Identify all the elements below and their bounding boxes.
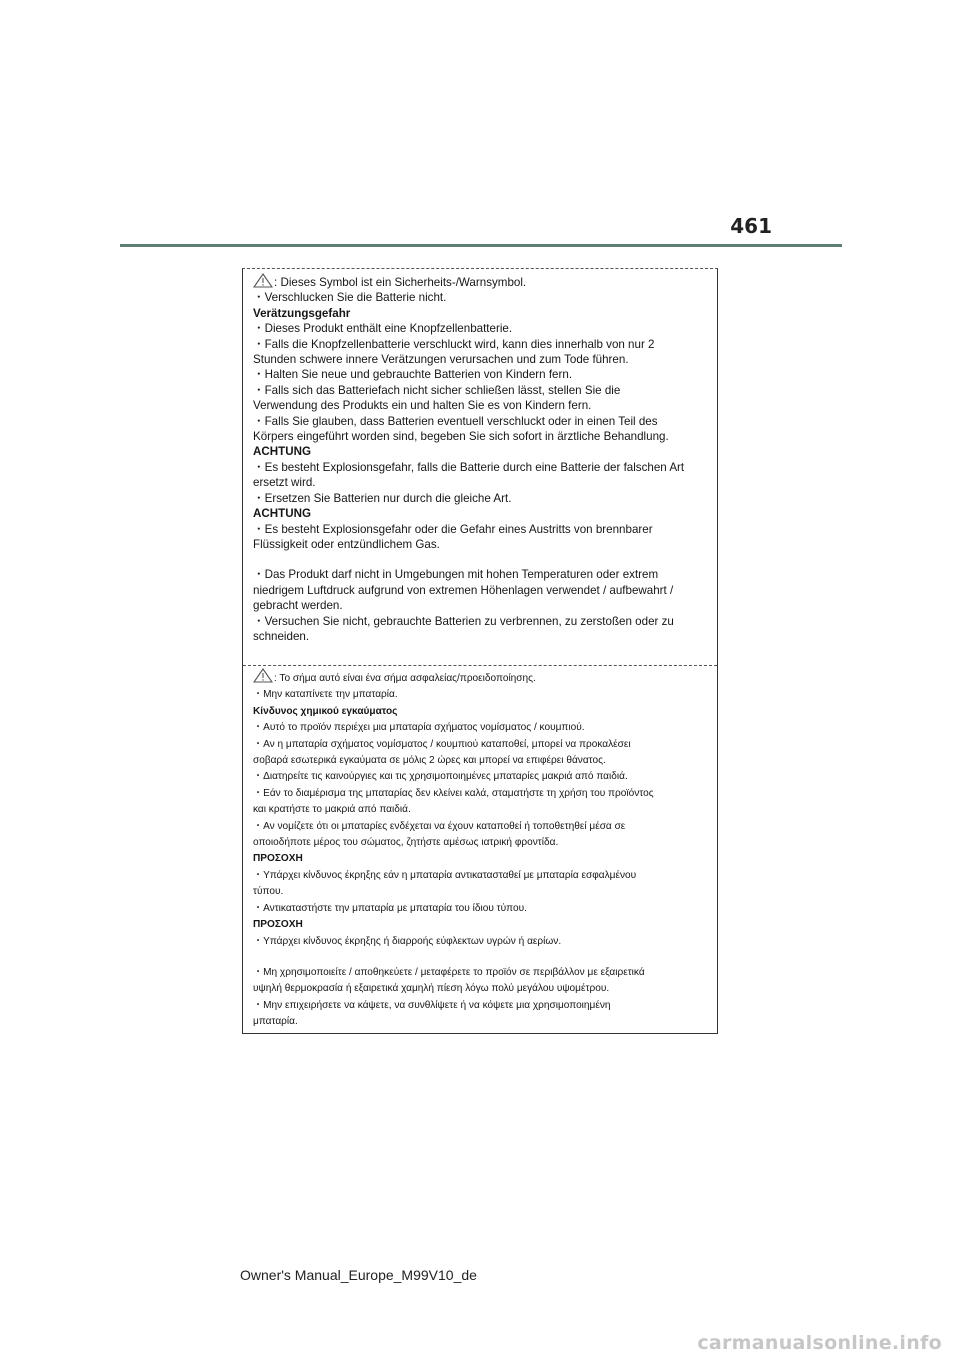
header-rule bbox=[120, 244, 842, 247]
greek-line: ・Αυτό το προϊόν περιέχει μια μπαταρία σχήματος νομίσματος / κουμπιού. bbox=[253, 722, 585, 734]
german-line: ・Dieses Produkt enthält eine Knopfzellenbatterie. bbox=[253, 322, 513, 336]
greek-line: σοβαρά εσωτερικά εγκαύματα σε μόλις 2 ώρες και μπορεί να επιφέρει θάνατος. bbox=[253, 755, 606, 767]
greek-symbol-note bbox=[253, 668, 711, 687]
german-line: ・Das Produkt darf nicht in Umgebungen mit hohen Temperaturen oder extrem bbox=[253, 568, 659, 582]
german-line: Flüssigkeit oder entzündlichem Gas. bbox=[253, 537, 440, 551]
german-line: ACHTUNG bbox=[253, 445, 311, 459]
german-line: ersetzt wird. bbox=[253, 476, 316, 490]
greek-line bbox=[253, 950, 711, 965]
greek-line: και κρατήστε το μακριά από παιδιά. bbox=[253, 804, 411, 816]
german-lines bbox=[253, 290, 711, 644]
german-line: Körpers eingeführt worden sind, begeben Sie sich sofort in ärztliche Behandlung. bbox=[253, 430, 669, 444]
greek-line: οποιοδήποτε μέρος του σώματος, ζητήστε αμέσως ιατρική φροντίδα. bbox=[253, 837, 559, 849]
greek-line: ΠΡΟΣΟΧΗ bbox=[253, 919, 303, 931]
warning-triangle-icon bbox=[253, 668, 273, 683]
german-line: ・Falls sich das Batteriefach nicht sicher schließen lässt, stellen Sie die bbox=[253, 383, 621, 397]
german-line: Verwendung des Produkts ein und halten Sie es von Kindern fern. bbox=[253, 399, 592, 413]
german-line: ACHTUNG bbox=[253, 507, 311, 521]
warning-triangle-icon bbox=[253, 273, 273, 288]
greek-line: υψηλή θερμοκρασία ή εξαιρετικά χαμηλή πίεση λόγω πολύ μεγάλου υψομέτρου. bbox=[253, 983, 610, 995]
battery-warning-label-scan bbox=[242, 268, 718, 1034]
german-line: niedrigem Luftdruck aufgrund von extremen Höhenlagen verwendet / aufbewahrt / bbox=[253, 583, 674, 597]
german-line: gebracht werden. bbox=[253, 599, 343, 613]
german-line: Verätzungsgefahr bbox=[253, 306, 351, 320]
german-line: ・Falls die Knopfzellenbatterie verschluckt wird, kann dies innerhalb von nur 2 bbox=[253, 337, 655, 351]
german-line bbox=[253, 552, 711, 567]
greek-symbol-text: : Το σήμα αυτό είναι ένα σήμα ασφαλείας/προειδοποίησης. bbox=[274, 673, 536, 684]
german-warning-section bbox=[253, 273, 711, 644]
german-line: ・Versuchen Sie nicht, gebrauchte Batterien zu verbrennen, zu zerstoßen oder zu bbox=[253, 614, 674, 628]
greek-line: ・Αν νομίζετε ότι οι μπαταρίες ενδέχεται να έχουν καταποθεί ή τοποθετηθεί μέσα σε bbox=[253, 820, 626, 832]
greek-line: ・Αν η μπαταρία σχήματος νομίσματος / κουμπιού καταποθεί, μπορεί να προκαλέσει bbox=[253, 738, 631, 750]
german-line: Stunden schwere innere Verätzungen verursachen und zum Tode führen. bbox=[253, 353, 629, 367]
german-line: schneiden. bbox=[253, 629, 310, 643]
german-line: ・Es besteht Explosionsgefahr oder die Gefahr eines Austritts von brennbarer bbox=[253, 522, 653, 536]
german-line: ・Falls Sie glauben, dass Batterien eventuell verschluckt oder in einen Teil des bbox=[253, 414, 658, 428]
greek-line: Κίνδυνος χημικού εγκαύματος bbox=[253, 705, 398, 717]
greek-line: ・Μην επιχειρήσετε να κάψετε, να συνθλίψετε ή να κόψετε μια χρησιμοποιημένη bbox=[253, 999, 611, 1011]
page-number: 461 bbox=[730, 214, 772, 238]
greek-line: ・Αντικαταστήστε την μπαταρία με μπαταρία του ίδιου τύπου. bbox=[253, 902, 527, 914]
greek-warning-section bbox=[243, 665, 717, 1031]
german-symbol-text: : Dieses Symbol ist ein Sicherheits-/Warnsymbol. bbox=[274, 276, 527, 289]
german-line: ・Halten Sie neue und gebrauchte Batterien von Kindern fern. bbox=[253, 368, 573, 382]
german-line: ・Es besteht Explosionsgefahr, falls die Batterie durch eine Batterie der falschen Art bbox=[253, 460, 685, 474]
greek-line: τύπου. bbox=[253, 886, 284, 898]
greek-line: ・Διατηρείτε τις καινούργιες και τις χρησιμοποιημένες μπαταρίες μακριά από παιδιά. bbox=[253, 771, 628, 783]
german-line: ・Ersetzen Sie Batterien nur durch die gleiche Art. bbox=[253, 491, 512, 505]
greek-line: ・Μην καταπίνετε την μπαταρία. bbox=[253, 689, 398, 701]
greek-line: ・Υπάρχει κίνδυνος έκρηξης εάν η μπαταρία αντικατασταθεί με μπαταρία εσφαλμένου bbox=[253, 869, 637, 881]
greek-line: ΠΡΟΣΟΧΗ bbox=[253, 853, 303, 865]
greek-line: ・Μη χρησιμοποιείτε / αποθηκεύετε / μεταφέρετε το προϊόν σε περιβάλλον με εξαιρετικά bbox=[253, 966, 645, 978]
german-line: ・Verschlucken Sie die Batterie nicht. bbox=[253, 291, 447, 305]
watermark: carmanualsonline.info bbox=[697, 1332, 942, 1354]
german-symbol-note bbox=[253, 273, 711, 290]
greek-lines bbox=[253, 687, 711, 1030]
greek-line: ・Υπάρχει κίνδυνος έκρηξης ή διαρροής εύφλεκτων υγρών ή αερίων. bbox=[253, 935, 562, 947]
greek-line: ・Εάν το διαμέρισμα της μπαταρίας δεν κλείνει καλά, σταματήστε τη χρήση του προϊόντος bbox=[253, 787, 654, 799]
footer-manual-id: Owner's Manual_Europe_M99V10_de bbox=[240, 1267, 477, 1283]
greek-line: μπαταρία. bbox=[253, 1016, 298, 1028]
